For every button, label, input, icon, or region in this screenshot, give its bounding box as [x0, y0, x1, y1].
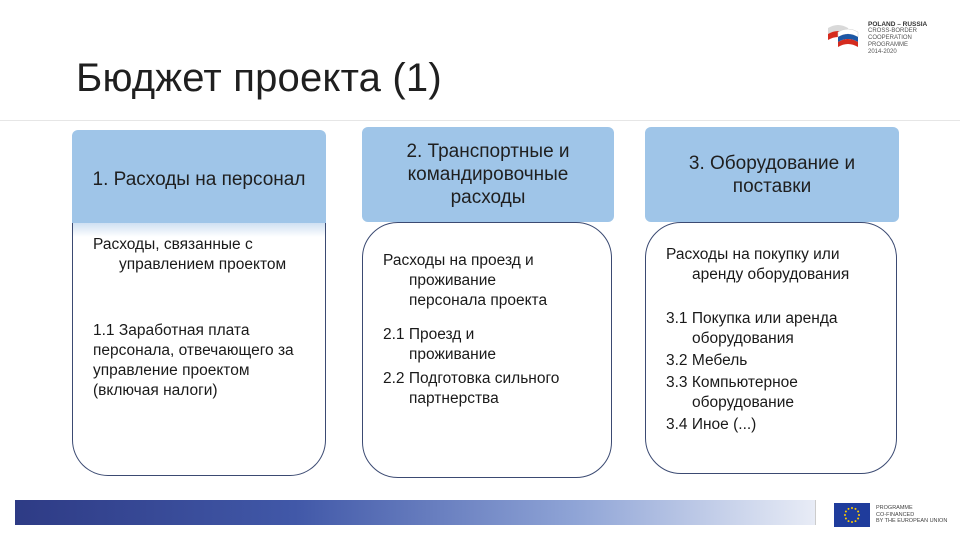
- column-3-intro: Расходы на покупку или аренду оборудования: [666, 246, 850, 283]
- column-2-header-text: 2. Транспортные и командировочные расходы: [406, 141, 570, 208]
- eu-line-1: PROGRAMME: [876, 505, 913, 511]
- column-3-item-4: 3.4 Иное (...): [666, 416, 757, 433]
- logo-line-4: 2014-2020: [868, 49, 897, 55]
- column-2-header: [362, 127, 614, 222]
- column-1-body: [72, 223, 326, 476]
- footer-gradient-bar: [15, 500, 815, 525]
- eu-line-3: BY THE EUROPEAN UNION: [876, 518, 948, 524]
- column-1-header: [72, 130, 326, 228]
- column-1-intro: Расходы, связанные с управлением проектом: [93, 236, 287, 273]
- column-3-header-text: 3. Оборудование и поставки: [688, 152, 856, 197]
- footer-divider: [815, 500, 816, 525]
- logo-line-2: CROSS-BORDER: [868, 28, 918, 34]
- programme-logo: [826, 18, 946, 55]
- slide-title: Бюджет проекта (1): [76, 56, 442, 100]
- eu-flag-icon: [834, 503, 870, 527]
- logo-line-3: COOPERATION PROGRAMME: [868, 35, 912, 48]
- column-1-item-1: 1.1 Заработная плата персонала, отвечающего за управление проектом (включая налоги): [93, 322, 294, 399]
- column-3-item-3: 3.3 Компьютерное оборудование: [666, 374, 798, 411]
- logo-line-1: POLAND – RUSSIA: [868, 21, 928, 28]
- column-3-header: [645, 127, 899, 222]
- programme-logo-text: [868, 21, 946, 56]
- column-2-item-2: 2.2 Подготовка сильного партнерства: [383, 370, 560, 407]
- column-2-body: [362, 222, 612, 478]
- column-2-intro: Расходы на проезд и проживание персонала проекта: [383, 252, 548, 309]
- column-2-item-1: 2.1 Проезд и проживание: [383, 326, 497, 363]
- poland-russia-flag-icon: [826, 22, 860, 48]
- column-3-item-1: 3.1 Покупка или аренда оборудования: [666, 310, 838, 347]
- column-3-item-2: 3.2 Мебель: [666, 352, 748, 369]
- eu-cofinancing-text: [876, 505, 947, 525]
- column-1-header-text: 1. Расходы на персонал: [92, 168, 306, 190]
- eu-line-2: CO-FINANCED: [876, 511, 915, 518]
- title-divider: [0, 120, 960, 121]
- column-3-body: [645, 222, 897, 474]
